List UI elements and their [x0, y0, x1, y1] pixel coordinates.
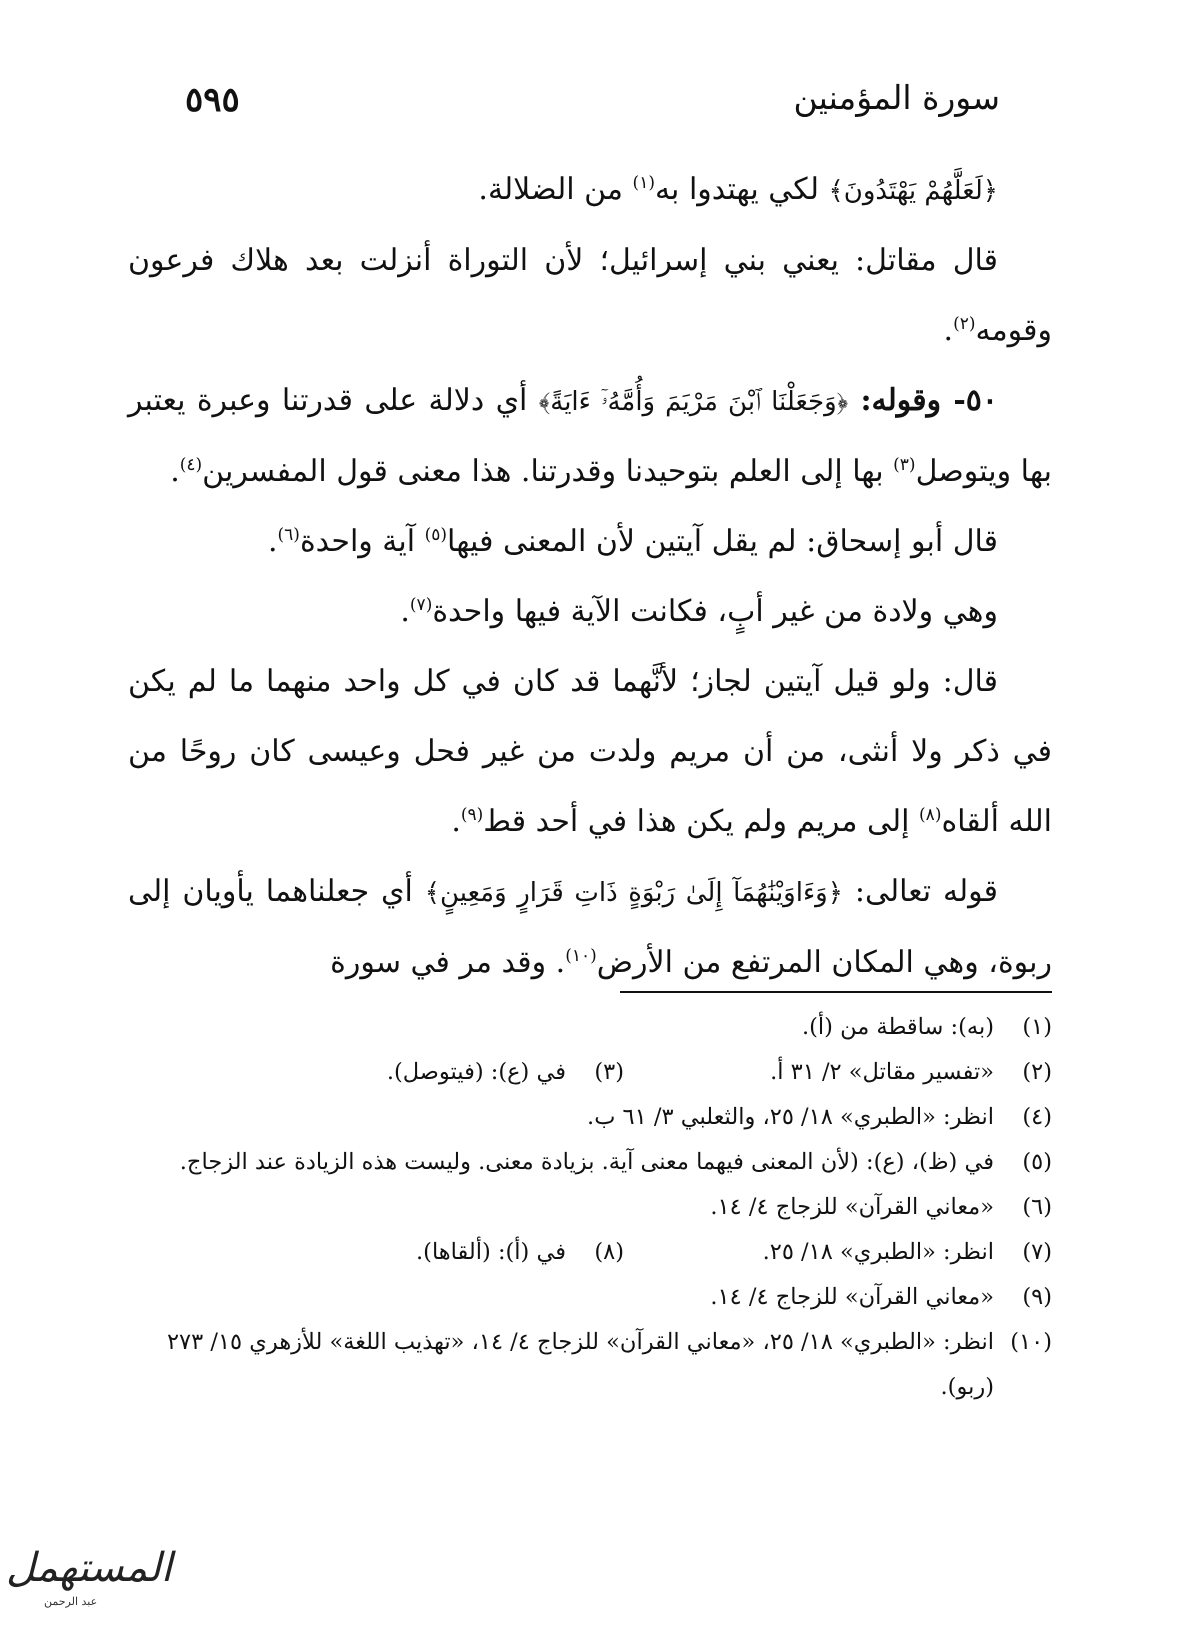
footnote — [624, 1050, 1052, 1095]
footnote-text: «تفسير مقاتل» ٢/ ٣١ أ. — [770, 1059, 994, 1085]
text-run: قال مقاتل: يعني بني إسرائيل؛ لأن التوراة أنزلت بعد هلاك فرعون وقومه — [128, 243, 1052, 348]
footnote-number: (١) — [1022, 1014, 1052, 1040]
main-text — [128, 155, 1052, 998]
footnote-number: (٥) — [1022, 1149, 1052, 1175]
text-run: أي دلالة على قدرتنا وعبرة يعتبر بها ويتوصل — [128, 383, 1052, 489]
text-run: . — [170, 454, 180, 489]
text-run: قال: ولو قيل آيتين لجاز؛ لأنَّهما قد كان في كل واحد منهما ما لم يكن في ذكر ولا أنثى، من أن مريم ولدت من غير فحل وعيسى كان روحًا من الله ألقاه — [128, 664, 1052, 839]
footnote-ref: (٥) — [424, 525, 448, 545]
footnote-number: (٨) — [594, 1239, 624, 1265]
logo-subtext: عبد الرحمن — [44, 1595, 98, 1608]
footnote-text: انظر: «الطبري» ١٨/ ٢٥، «معاني القرآن» للزجاج ٤/ ١٤، «تهذيب اللغة» للأزهري ١٥/ ٢٧٣ (ربو). — [166, 1329, 994, 1400]
text-run: ٥٠- وقوله: — [848, 383, 999, 418]
footnote-row — [128, 1095, 1052, 1140]
footnote-text: انظر: «الطبري» ١٨/ ٢٥. — [762, 1239, 994, 1265]
footnote-ref: (١٠) — [565, 946, 597, 966]
footnote-ref: (٦) — [277, 525, 300, 545]
footnote-number: (١٠) — [1010, 1329, 1052, 1355]
footnote-row — [128, 1050, 1052, 1095]
surah-title: سورة المؤمنين — [793, 78, 1000, 117]
footnote — [128, 1140, 1052, 1185]
text-run: إلى مريم ولم يكن هذا في أحد قط — [483, 804, 920, 839]
text-run: . وقد مر في سورة — [330, 945, 566, 980]
footnote — [128, 1095, 1052, 1140]
footnote — [128, 1185, 1052, 1230]
footnote-text: «معاني القرآن» للزجاج ٤/ ١٤. — [710, 1284, 994, 1310]
footnote-ref: (٣) — [893, 455, 916, 475]
footnote-number: (٣) — [594, 1059, 624, 1085]
footnote-row — [128, 1140, 1052, 1185]
footnote-number: (٩) — [1022, 1284, 1052, 1310]
footnote-number: (٦) — [1022, 1194, 1052, 1220]
text-run: بها إلى العلم بتوحيدنا وقدرتنا. هذا معنى قول المفسرين — [202, 454, 894, 489]
paragraph — [128, 647, 1052, 857]
footnote-ref: (٤) — [179, 455, 203, 475]
footnote — [624, 1230, 1052, 1275]
footnote-number: (٢) — [1022, 1059, 1052, 1085]
paragraph — [128, 507, 1052, 577]
text-run: . — [943, 313, 954, 348]
text-run: قال أبو إسحاق: لم يقل آيتين لأن المعنى فيها — [447, 524, 998, 559]
footnote-ref: (٨) — [919, 805, 942, 825]
footnote — [387, 1050, 624, 1095]
logo-mark: المستهمل — [6, 1545, 173, 1591]
quran-verse: ﴿وَجَعَلْنَا ٱبْنَ مَرْيَمَ وَأُمَّهُۥٓ ءَايَةً﴾ — [538, 387, 849, 417]
footnote-ref: (٧) — [409, 595, 433, 615]
footnotes — [128, 1005, 1052, 1410]
page-number: ٥٩٥ — [185, 80, 240, 120]
text-run: . — [400, 594, 410, 629]
footnote-text: «معاني القرآن» للزجاج ٤/ ١٤. — [710, 1194, 994, 1220]
quran-verse: ﴿لَعَلَّهُمْ يَهْتَدُونَ﴾ — [828, 176, 998, 206]
footnote-text: في (أ): (ألقاها). — [416, 1239, 566, 1265]
footnote-text: في (ظ)، (ع): (لأن المعنى فيهما معنى آية. بزيادة معنى. وليست هذه الزيادة عند الزجاج. — [179, 1149, 994, 1175]
footnote — [416, 1230, 624, 1275]
footnote-row — [128, 1320, 1052, 1410]
text-run: أي جعلناهما يأويان إلى ربوة، وهي المكان المرتفع من الأرض — [128, 874, 1052, 980]
footnote-row — [128, 1275, 1052, 1320]
paragraph — [128, 226, 1052, 366]
footnote — [128, 1005, 1052, 1050]
text-run: قوله تعالى: — [842, 874, 999, 909]
footnote-text: في (ع): (فيتوصل). — [386, 1059, 566, 1085]
footnote-number: (٧) — [1022, 1239, 1052, 1265]
footnote-row — [128, 1005, 1052, 1050]
footnote-number: (٤) — [1022, 1104, 1052, 1130]
footnote — [128, 1275, 1052, 1320]
footnote-text: (به): ساقطة من (أ). — [801, 1014, 994, 1040]
footnote-ref: (٩) — [460, 805, 484, 825]
footnote-row — [128, 1185, 1052, 1230]
quran-verse: ﴿وَءَاوَيْنَٰهُمَآ إِلَىٰ رَبْوَةٍ ذَاتِ قَرَارٍ وَمَعِينٍ﴾ — [424, 878, 843, 908]
footnote-text: انظر: «الطبري» ١٨/ ٢٥، والثعلبي ٣/ ٦١ ب. — [587, 1104, 994, 1130]
footnote-ref: (١) — [632, 173, 655, 193]
text-run: من الضلالة. — [478, 172, 633, 207]
footnote-row — [128, 1230, 1052, 1275]
footnote — [128, 1320, 1052, 1410]
footnote-divider — [620, 991, 1052, 993]
text-run: آية واحدة — [299, 524, 425, 559]
paragraph — [128, 155, 1052, 226]
text-run: . — [451, 804, 461, 839]
watermark-logo — [0, 1545, 173, 1615]
text-run: لكي يهتدوا به — [654, 172, 829, 207]
footnote-ref: (٢) — [953, 314, 976, 334]
text-run: . — [267, 524, 278, 559]
page-header — [185, 78, 1000, 138]
paragraph — [128, 577, 1052, 647]
text-run: وهي ولادة من غير أبٍ، فكانت الآية فيها واحدة — [432, 594, 998, 629]
paragraph — [128, 366, 1052, 507]
paragraph — [128, 857, 1052, 998]
